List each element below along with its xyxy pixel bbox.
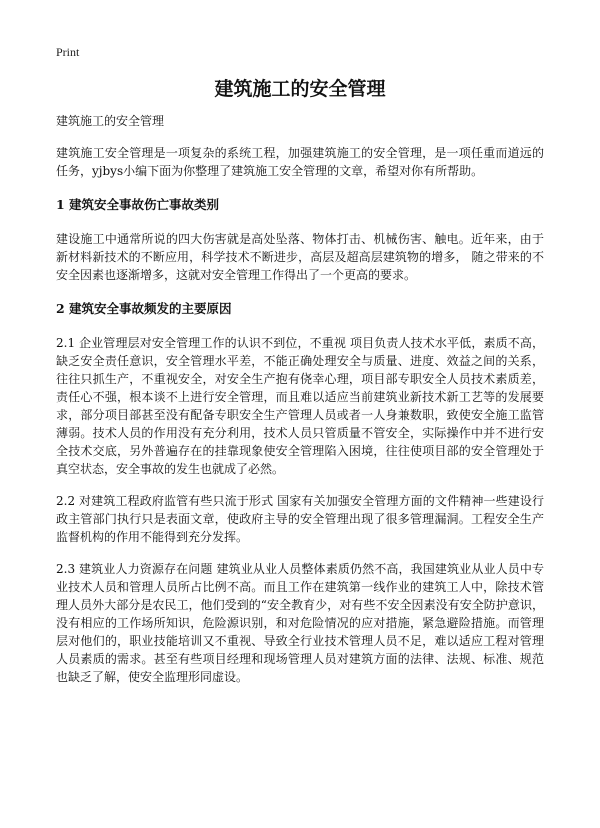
section-2-paragraph-2: 2.2 对建筑工程政府监管有些只流于形式 国家有关加强安全管理方面的文件精神一些建设行政主管部门执行只是表面文章，使政府主导的安全管理出现了很多管理漏洞。工程安全生产监督机构的作用不能得到充分发挥。 bbox=[56, 494, 544, 544]
section-2-heading: 2 建筑安全事故频发的主要原因 bbox=[56, 301, 232, 316]
intro-paragraph: 建筑施工安全管理是一项复杂的系统工程，加强建筑施工的安全管理，是一项任重而道远的任务，yjbys小编下面为你整理了建筑施工安全管理的文章，希望对你有所帮助。 bbox=[56, 146, 544, 178]
section-2-paragraph-3: 2.3 建筑业人力资源存在问题 建筑业从业人员整体素质仍然不高，我国建筑业从业人员中专业技术人员和管理人员所占比例不高。而且工作在建筑第一线作业的建筑工人中，除技术管理人员外大部分是农民工，他们受到的“安全教育少，对有些不安全因素没有安全防护意识，没有相应的工作场所知识，危险源识别，和对危险情况的应对措施，紧急避险措施。而管理层对他们的，职业技能培训又不重视、导致全行业技术管理人员不足，难以适应工程对管理人员素质的需求。甚至有些项目经理和现场管理人员对建筑方面的法律、法规、标准、规范也缺乏了解，使安全监理形同虚设。 bbox=[56, 562, 544, 684]
section-1-paragraph: 建设施工中通常所说的四大伤害就是高处坠落、物体打击、机械伤害、触电。近年来，由于新材料新技术的不断应用，科学技术不断进步，高层及超高层建筑物的增多， 随之带来的不安全因素也逐渐增多，这就对安全管理工作得出了一个更高的要求。 bbox=[56, 232, 544, 282]
print-label[interactable]: Print bbox=[56, 45, 80, 59]
document-title: 建筑施工的安全管理 bbox=[214, 78, 386, 100]
section-2-paragraph-1: 2.1 企业管理层对安全管理工作的认识不到位，不重视 项目负责人技术水平低，素质不高，缺乏安全责任意识，安全管理水平差，不能正确处理安全与质量、进度、效益之间的关系，往往只抓生产，不重视安全，对安全生产抱有侥幸心理，项目部专职安全人员技术素质差，责任心不强，根本谈不上进行安全管理，而且难以适应当前建筑业新技术新工艺等的发展要求，部分项目部甚至没有配备专职安全生产管理人员或者一人身兼数职，致使安全施工监管薄弱。技术人员的作用没有充分利用，技术人员只管质量不管安全，实际操作中并不进行安全技术交底，另外普遍存在的挂靠现象使安全管理陷入困境，往往使项目部的安全管理处于真空状态，安全事故的发生也就成了必然。 bbox=[56, 336, 544, 476]
document-subtitle: 建筑施工的安全管理 bbox=[56, 114, 165, 128]
section-1-heading: 1 建筑安全事故伤亡事故类别 bbox=[56, 197, 220, 212]
